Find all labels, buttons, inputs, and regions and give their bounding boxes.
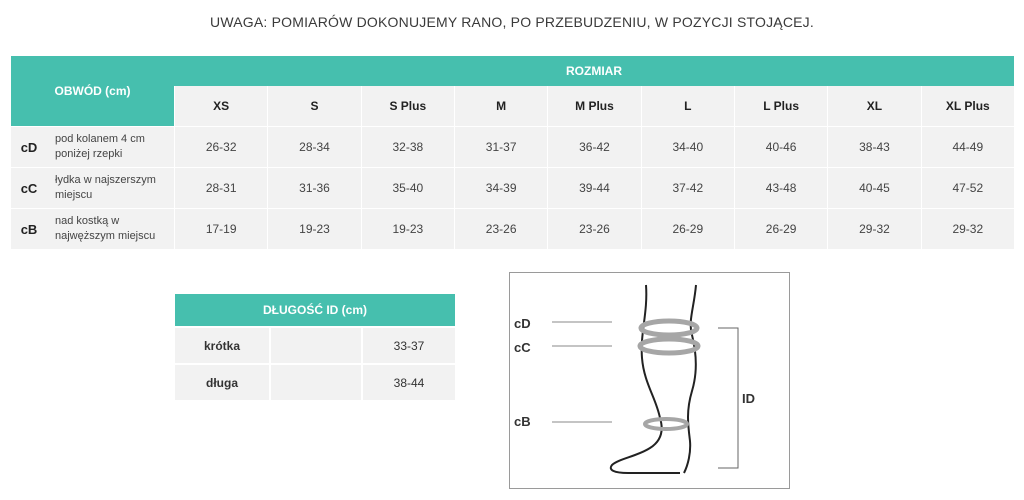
length-blank-cell <box>269 326 361 363</box>
size-range-cell: 29-32 <box>827 208 920 249</box>
length-header: DŁUGOŚĆ ID (cm) <box>175 294 455 326</box>
size-column-header: XL Plus <box>921 86 1014 126</box>
size-range-cell: 40-46 <box>734 126 827 167</box>
leg-measurement-diagram <box>509 272 790 489</box>
size-range-cell: 38-43 <box>827 126 920 167</box>
size-range-cell: 28-31 <box>174 167 267 208</box>
size-range-cell: 39-44 <box>547 167 640 208</box>
size-column-header: M <box>454 86 547 126</box>
id-label: ID <box>742 391 755 406</box>
measurement-code: cC <box>11 167 47 208</box>
cD-ring <box>641 321 697 335</box>
measurement-description: nad kostką w najwęższym miejscu <box>47 208 174 249</box>
length-row <box>175 363 455 400</box>
measurement-description: łydka w najszerszym miejscu <box>47 167 174 208</box>
measurement-code: cD <box>11 126 47 167</box>
size-column-header: S Plus <box>361 86 454 126</box>
measurement-row <box>11 208 1014 249</box>
length-label: krótka <box>175 326 269 363</box>
size-range-cell: 17-19 <box>174 208 267 249</box>
size-column-header: XL <box>827 86 920 126</box>
measurement-row <box>11 167 1014 208</box>
measurement-code: cB <box>11 208 47 249</box>
size-range-cell: 26-32 <box>174 126 267 167</box>
length-blank-cell <box>269 363 361 400</box>
size-range-cell: 28-34 <box>267 126 360 167</box>
size-table <box>11 56 1014 249</box>
length-value: 38-44 <box>361 363 455 400</box>
size-range-cell: 29-32 <box>921 208 1014 249</box>
size-range-cell: 26-29 <box>641 208 734 249</box>
measurement-description: pod kolanem 4 cm poniżej rzepki <box>47 126 174 167</box>
circumference-header: OBWÓD (cm) <box>11 56 174 126</box>
length-value: 33-37 <box>361 326 455 363</box>
size-column-header: XS <box>174 86 267 126</box>
leg-front-outline <box>684 285 696 473</box>
cB-ring <box>645 419 687 429</box>
cD-label: cD <box>514 316 531 331</box>
size-range-cell: 34-40 <box>641 126 734 167</box>
size-range-cell: 32-38 <box>361 126 454 167</box>
size-range-cell: 31-36 <box>267 167 360 208</box>
cC-ring <box>640 339 698 353</box>
size-range-cell: 31-37 <box>454 126 547 167</box>
size-range-cell: 44-49 <box>921 126 1014 167</box>
size-range-cell: 34-39 <box>454 167 547 208</box>
size-range-cell: 47-52 <box>921 167 1014 208</box>
size-header: ROZMIAR <box>174 56 1014 86</box>
length-row <box>175 326 455 363</box>
size-column-header: L <box>641 86 734 126</box>
size-range-cell: 19-23 <box>361 208 454 249</box>
length-table <box>175 294 455 400</box>
size-range-cell: 43-48 <box>734 167 827 208</box>
cB-label: cB <box>514 414 531 429</box>
id-bracket <box>718 328 738 468</box>
size-range-cell: 23-26 <box>454 208 547 249</box>
size-range-cell: 36-42 <box>547 126 640 167</box>
size-range-cell: 26-29 <box>734 208 827 249</box>
size-column-header: L Plus <box>734 86 827 126</box>
length-label: długa <box>175 363 269 400</box>
measurement-notice: UWAGA: POMIARÓW DOKONUJEMY RANO, PO PRZEBUDZENIU, W POZYCJI STOJĄCEJ. <box>210 14 814 30</box>
leg-back-outline <box>611 285 680 473</box>
measurement-row <box>11 126 1014 167</box>
size-range-cell: 19-23 <box>267 208 360 249</box>
size-range-cell: 23-26 <box>547 208 640 249</box>
cC-label: cC <box>514 340 531 355</box>
size-column-header: S <box>267 86 360 126</box>
size-column-header: M Plus <box>547 86 640 126</box>
size-range-cell: 35-40 <box>361 167 454 208</box>
leg-illustration <box>510 273 789 488</box>
size-range-cell: 37-42 <box>641 167 734 208</box>
size-range-cell: 40-45 <box>827 167 920 208</box>
